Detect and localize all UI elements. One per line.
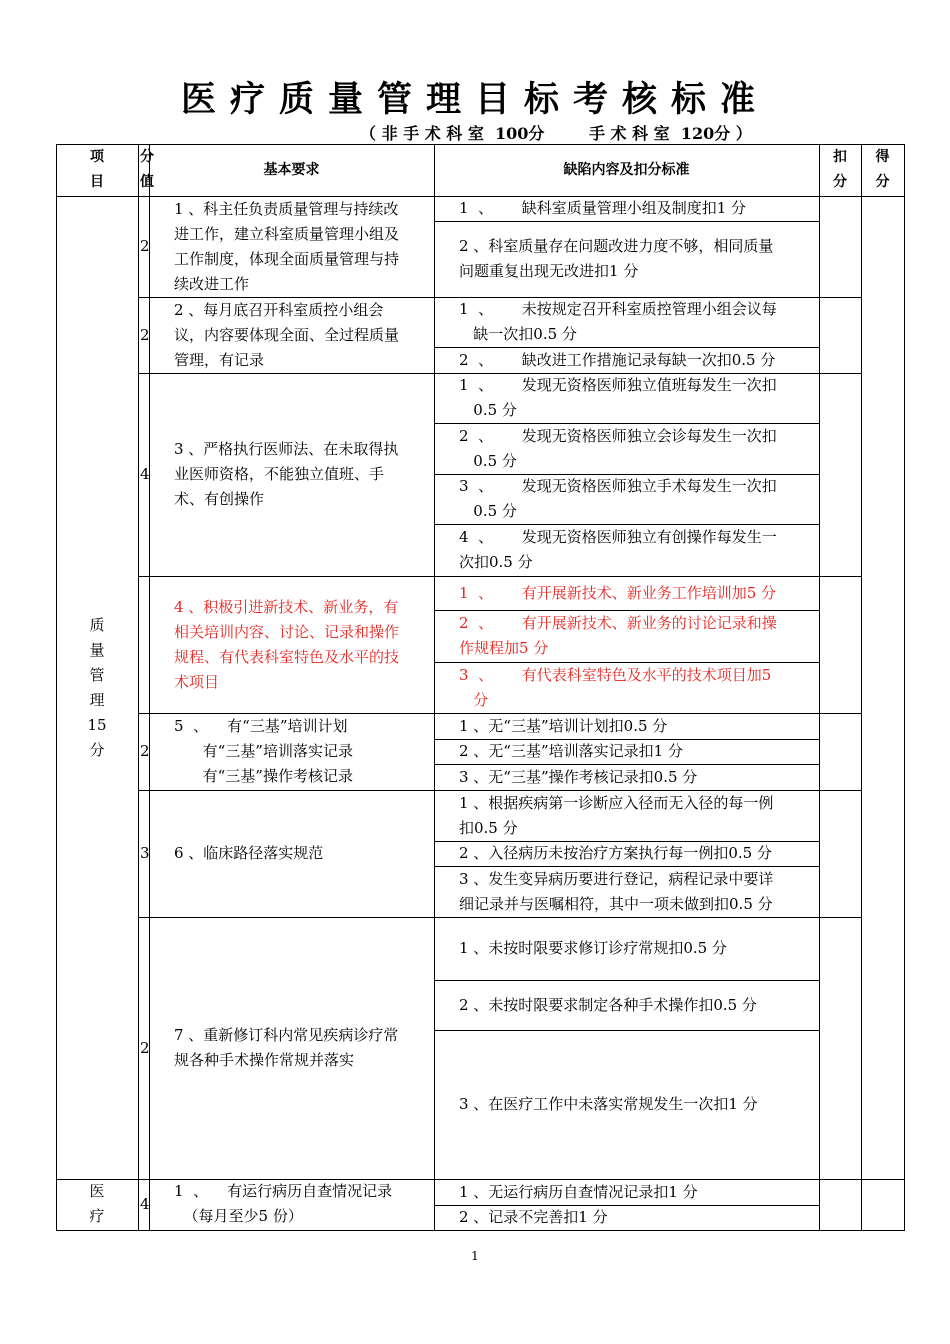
deduction-text: [434, 221, 819, 297]
deduction-text: [434, 1030, 819, 1179]
requirement-text-line: 规各种手术操作常规并落实: [174, 1051, 355, 1069]
deduction-text-line: 2 、 缺改进工作措施记录每缺一次扣0.5 分: [459, 350, 776, 369]
deduction-text: [434, 474, 819, 524]
deduction-text: [434, 739, 819, 764]
deduction-text-line: 4 、 发现无资格医师独立有创操作每发生一: [459, 528, 777, 546]
header-score-line: 分: [140, 149, 154, 165]
category-quality-management-line: 质: [89, 615, 105, 634]
header-deduction-criteria-line: 缺陷内容及扣分标准: [563, 161, 690, 178]
requirement-text: [149, 1179, 434, 1230]
deduction-text-line: 3 、无“三基”操作考核记录扣0.5 分: [459, 767, 698, 786]
deduction-text-line: 0.5 分: [459, 502, 517, 520]
header-requirement-line: 基本要求: [263, 161, 320, 178]
header-points-line: 分: [875, 174, 890, 190]
deduction-text-line: 3 、 有代表科室特色及水平的技术项目加5: [459, 665, 772, 684]
deduction-text-line: 2 、科室质量存在问题改进力度不够，相同质量: [459, 237, 774, 255]
deduction-text: [434, 980, 819, 1030]
deduction-text: [434, 764, 819, 790]
requirement-text-line: 4 、积极引进新技术、新业务，有: [174, 597, 399, 616]
requirement-text-line: 3 、严格执行医师法、在未取得执: [174, 440, 399, 458]
deduction-text-line: 2 、无“三基”培训落实记录扣1 分: [459, 742, 683, 760]
deduction-text-line: 3 、在医疗工作中未落实常规发生一次扣1 分: [459, 1095, 758, 1113]
deduction-text-line: 1 、根据疾病第一诊断应入径而无入径的每一例: [459, 793, 774, 812]
category-medical: [56, 1179, 138, 1230]
deduction-text: [434, 297, 819, 347]
header-score-line: 值: [140, 174, 154, 190]
deduction-text-line: 2 、未按时限要求制定各种手术操作扣0.5 分: [459, 995, 757, 1014]
deduction-text: [434, 423, 819, 474]
category-quality-management-line: 量: [89, 640, 105, 659]
category-quality-management-line: 管: [89, 665, 105, 684]
deduction-text: [434, 1179, 819, 1205]
deduction-text-line: 1 、 未按规定召开科室质控管理小组会议每: [459, 300, 777, 318]
requirement-text-line: 2 、每月底召开科室质控小组会: [174, 300, 384, 319]
requirement-text-line: 管理，有记录: [174, 350, 265, 369]
score-value-line: 3: [140, 844, 150, 862]
deduction-text-line: 3 、 发现无资格医师独立手术每发生一次扣: [459, 477, 777, 495]
requirement-text: [149, 917, 434, 1179]
requirement-text-line: 有“三基”操作考核记录: [174, 767, 353, 785]
deduction-text: [434, 713, 819, 739]
header-points: [861, 144, 904, 196]
header-requirement: [149, 144, 434, 196]
deduction-text-line: 0.5 分: [459, 401, 517, 419]
header-points-line: 得: [875, 149, 890, 165]
requirement-text-line: 术项目: [174, 672, 220, 691]
requirement-text-line: 业医师资格，不能独立值班、手: [174, 465, 385, 483]
deduction-text-line: 2 、 有开展新技术、新业务的讨论记录和操: [459, 614, 777, 632]
table-right-border: [904, 144, 905, 1231]
header-deduction-criteria: [434, 144, 819, 196]
requirement-text-line: 7 、重新修订科内常见疾病诊疗常: [174, 1026, 399, 1044]
deduction-text-line: 1 、无运行病历自查情况记录扣1 分: [459, 1182, 698, 1201]
deduction-text: [434, 576, 819, 610]
category-quality-management-line: 15: [87, 715, 107, 734]
requirement-text: [149, 713, 434, 790]
score-value-line: 4: [140, 1195, 150, 1213]
deduction-text: [434, 373, 819, 423]
header-deducted-line: 扣: [833, 149, 847, 165]
score-value-line: 2: [140, 1038, 150, 1057]
deduction-text-line: 次扣0.5 分: [459, 553, 533, 571]
deduction-text-line: 1 、无“三基”培训计划扣0.5 分: [459, 716, 668, 735]
column-divider: [819, 144, 820, 1231]
score-value-line: 2: [140, 237, 150, 255]
deduction-text: [434, 1205, 819, 1230]
deduction-text-line: 作规程加5 分: [459, 639, 549, 657]
deduction-text: [434, 866, 819, 917]
document-title: 医疗质量管理目标考核标准: [180, 79, 769, 120]
score-value-line: 2: [140, 325, 150, 344]
score-value-line: 2: [140, 742, 150, 760]
deduction-text-line: 2 、 发现无资格医师独立会诊每发生一次扣: [459, 426, 777, 445]
deduction-text-line: 0.5 分: [459, 451, 517, 470]
deduction-text: [434, 790, 819, 841]
requirement-text-line: 议，内容要体现全面、全过程质量: [174, 325, 400, 344]
deduction-text-line: 1 、 有开展新技术、新业务工作培训加5 分: [459, 583, 777, 602]
requirement-text: [149, 373, 434, 576]
deduction-text: [434, 841, 819, 866]
deduction-text: [434, 917, 819, 980]
deduction-text: [434, 347, 819, 373]
category-medical-line: 医: [89, 1182, 105, 1200]
deduction-text: [434, 662, 819, 713]
requirement-text: [149, 297, 434, 373]
category-quality-management: [56, 196, 138, 1179]
requirement-text-line: （每月至少5 份）: [174, 1207, 303, 1225]
deduction-text-line: 细记录并与医嘱相符，其中一项未做到扣0.5 分: [459, 894, 773, 913]
requirement-text-line: 有“三基”培训落实记录: [174, 742, 353, 760]
requirement-text-line: 1 、 有运行病历自查情况记录: [174, 1182, 393, 1200]
deduction-text-line: 问题重复出现无改进扣1 分: [459, 262, 639, 280]
requirement-text-line: 规程、有代表科室特色及水平的技: [174, 647, 400, 666]
requirement-text-line: 进工作，建立科室质量管理小组及: [174, 224, 400, 243]
requirement-text-line: 6 、临床路径落实规范: [174, 844, 324, 862]
deduction-text-line: 缺一次扣0.5 分: [459, 325, 577, 343]
deduction-text-line: 分: [459, 690, 489, 709]
deduction-text: [434, 196, 819, 221]
requirement-text: [149, 576, 434, 713]
header-deducted: [819, 144, 861, 196]
requirement-text-line: 续改进工作: [174, 274, 250, 293]
requirement-text-line: 1 、科主任负责质量管理与持续改: [174, 199, 399, 218]
header-deducted-line: 分: [833, 174, 847, 190]
header-project-line: 项: [90, 149, 104, 165]
requirement-text: [149, 196, 434, 297]
deduction-text-line: 1 、未按时限要求修订诊疗常规扣0.5 分: [459, 939, 727, 957]
requirement-text-line: 5 、 有“三基”培训计划: [174, 717, 348, 735]
deduction-text-line: 2 、入径病历未按治疗方案执行每一例扣0.5 分: [459, 844, 772, 862]
category-quality-management-line: 理: [89, 690, 105, 709]
deduction-text: [434, 524, 819, 576]
deduction-text-line: 扣0.5 分: [459, 818, 518, 837]
deduction-text-line: 1 、 发现无资格医师独立值班每发生一次扣: [459, 376, 777, 394]
column-divider: [861, 144, 862, 1231]
page-number: 1: [471, 1249, 479, 1263]
requirement-text-line: 相关培训内容、讨论、记录和操作: [174, 622, 400, 641]
deduction-text-line: 2 、记录不完善扣1 分: [459, 1208, 608, 1226]
table-bottom-border: [56, 1230, 905, 1231]
score-value-line: 4: [140, 465, 150, 483]
deduction-text-line: 3 、发生变异病历要进行登记，病程记录中要详: [459, 869, 774, 888]
header-project: [56, 144, 138, 196]
requirement-text-line: 术、有创操作: [174, 490, 265, 508]
requirement-text: [149, 790, 434, 917]
document-subtitle: （ 非 手 术 科 室 100分 手 术 科 室 120分 ）: [360, 124, 752, 143]
assessment-table: [56, 144, 904, 1232]
category-medical-line: 疗: [89, 1207, 105, 1225]
header-project-line: 目: [90, 174, 104, 190]
requirement-text-line: 工作制度，体现全面质量管理与持: [174, 249, 400, 268]
deduction-text: [434, 610, 819, 662]
category-quality-management-line: 分: [89, 740, 105, 759]
deduction-text-line: 1 、 缺科室质量管理小组及制度扣1 分: [459, 199, 747, 217]
